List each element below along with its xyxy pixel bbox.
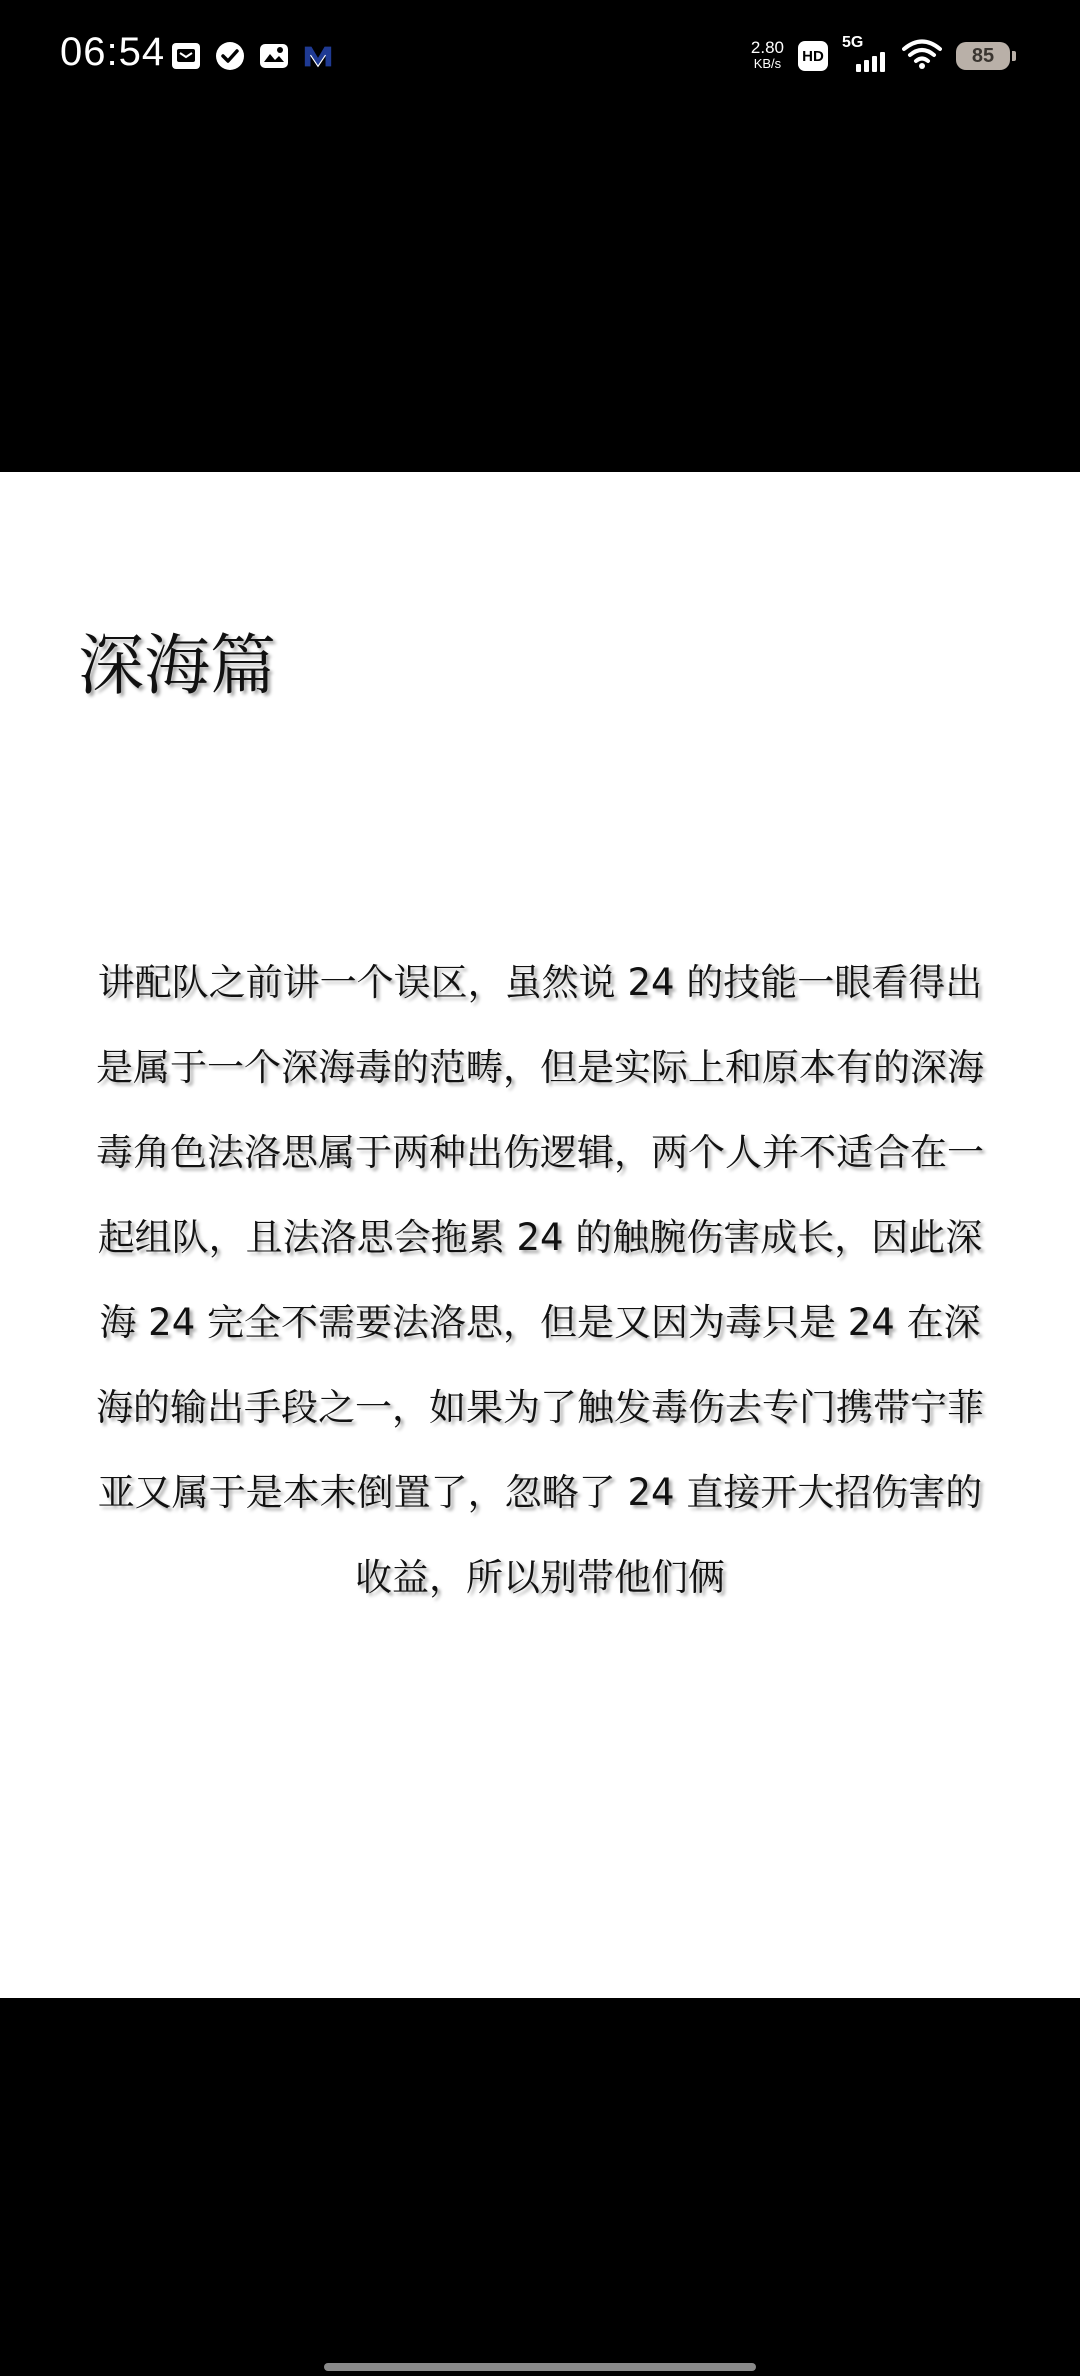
photo-icon — [258, 40, 290, 72]
m-app-icon — [302, 40, 334, 72]
system-icons — [751, 36, 1010, 76]
wifi-icon — [902, 38, 942, 74]
status-bar — [0, 0, 1080, 116]
cellular-signal-icon — [842, 36, 888, 76]
network-type-label: 5G — [842, 34, 864, 51]
content-page[interactable] — [0, 472, 1080, 1998]
network-speed — [751, 40, 784, 72]
hd-icon: HD — [798, 41, 828, 71]
battery-icon: 85 — [956, 42, 1010, 70]
page-title: 深海篇 — [78, 627, 276, 704]
notification-icons — [170, 40, 334, 72]
check-circle-icon — [214, 40, 246, 72]
body-paragraph: 讲配队之前讲一个误区，虽然说 24 的技能一眼看得出是属于一个深海毒的范畴，但是实际上和原本有的深海毒角色法洛思属于两种出伤逻辑，两个人并不适合在一起组队，且法洛思会拖累 24 的触腕伤害成长，因此深海 24 完全不需要法洛思，但是又因为毒只是 24 在深海的输出手段之一，如果为了触发毒伤去专门携带宁菲亚又属于是本末倒置了，忽略了 24 直接开大招伤害的收益，所以别带他们俩 — [96, 961, 984, 1599]
network-speed-unit: KB/s — [753, 56, 782, 71]
home-indicator[interactable] — [324, 2363, 756, 2371]
status-time: 06:54 — [60, 30, 166, 74]
network-speed-value: 2.80 — [750, 38, 784, 57]
wallet-icon — [170, 40, 202, 72]
